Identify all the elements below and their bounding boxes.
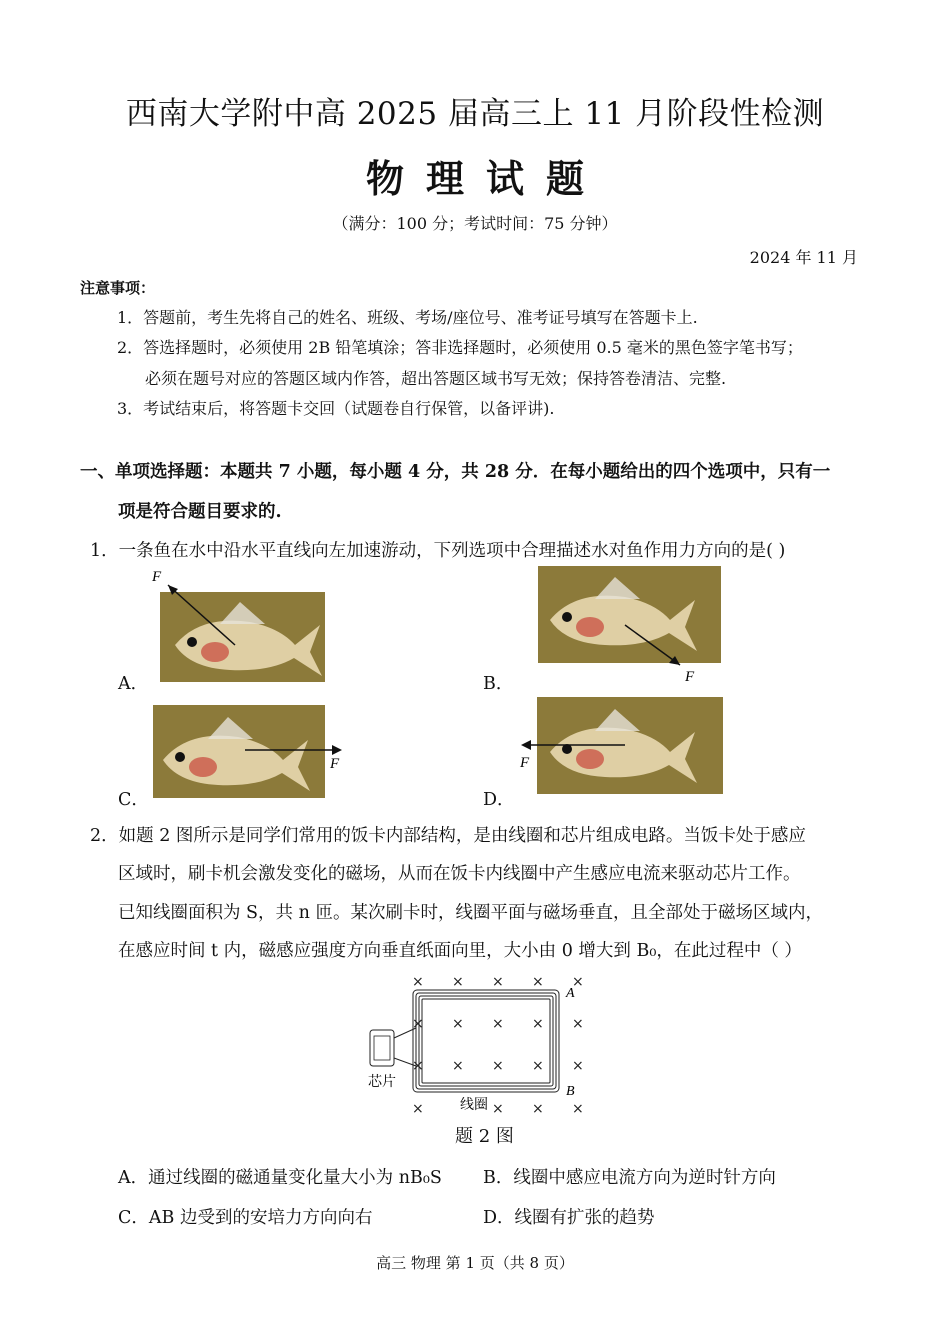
notice-item-1: 1．答题前，考生先将自己的姓名、班级、考场/座位号、准考证号填写在答题卡上.: [117, 308, 698, 327]
section-heading: 一、单项选择题：本题共 7 小题，每小题 4 分，共 28 分．在每小题给出的四个选项中，只有一: [80, 462, 831, 482]
notice-item-2-cont: 必须在题号对应的答题区域内作答，超出答题区域书写无效；保持答卷清洁、完整.: [145, 369, 727, 388]
coil-diagram: [360, 970, 600, 1120]
q1-option-a: A．: [118, 674, 149, 694]
svg-text:×: ×: [492, 1016, 504, 1032]
chip-label: 芯片: [368, 1074, 396, 1090]
svg-text:×: ×: [532, 1016, 544, 1032]
q1-option-b: B．: [483, 674, 514, 694]
svg-text:×: ×: [412, 1016, 424, 1032]
question-2-line-3: 已知线圈面积为 S，共 n 匝。某次刷卡时，线圈平面与磁场垂直，且全部处于磁场区域内，: [118, 903, 823, 923]
svg-text:×: ×: [412, 974, 424, 990]
force-arrowhead: [521, 740, 531, 750]
svg-text:×: ×: [532, 974, 544, 990]
svg-text:×: ×: [452, 974, 464, 990]
q2-option-b: B．线圈中感应电流方向为逆时针方向: [483, 1168, 776, 1188]
question-2-line-4: 在感应时间 t 内，磁感应强度方向垂直纸面向里，大小由 0 增大到 B₀，在此过程中（ ）: [118, 941, 802, 961]
svg-text:×: ×: [572, 1101, 584, 1117]
force-arrowhead: [332, 745, 342, 755]
page-footer: 高三 物理 第 1 页（共 8 页）: [376, 1254, 574, 1272]
q2-option-c: C．AB 边受到的安培力方向向右: [118, 1208, 373, 1228]
score-time-line: （满分：100 分；考试时间：75 分钟）: [332, 214, 618, 233]
svg-text:×: ×: [572, 974, 584, 990]
coil-label: 线圈: [460, 1097, 488, 1113]
svg-text:×: ×: [412, 1058, 424, 1074]
q2-option-a: A．通过线圈的磁通量变化量大小为 nB₀S: [118, 1168, 442, 1188]
point-a-label: A: [566, 986, 575, 1001]
fish-option-b-image: [535, 563, 730, 688]
force-label: F: [152, 569, 162, 585]
point-b-label: B: [566, 1084, 575, 1099]
svg-text:×: ×: [452, 1058, 464, 1074]
notice-item-2: 2．答选择题时，必须使用 2B 铅笔填涂；答非选择题时，必须使用 0.5 毫米的黑色签字笔书写；: [117, 338, 803, 357]
subject-title: 物理试题: [365, 156, 606, 201]
figure-caption: 题 2 图: [455, 1126, 514, 1147]
question-2-line-2: 区域时，刷卡机会激发变化的磁场，从而在饭卡内线圈中产生感应电流来驱动芯片工作。: [118, 864, 801, 884]
fish-option-a-image: [150, 565, 330, 685]
q1-option-d: D．: [483, 790, 515, 810]
svg-text:×: ×: [532, 1101, 544, 1117]
section-heading-cont: 项是符合题目要求的.: [118, 502, 282, 522]
question-2-line-1: 2．如题 2 图所示是同学们常用的饭卡内部结构，是由线圈和芯片组成电路。当饭卡处于感应: [90, 826, 806, 846]
svg-text:×: ×: [412, 1101, 424, 1117]
magnetic-field-marks: [412, 974, 584, 1117]
svg-text:×: ×: [532, 1058, 544, 1074]
svg-text:×: ×: [492, 1058, 504, 1074]
svg-text:×: ×: [452, 1016, 464, 1032]
svg-text:×: ×: [492, 1101, 504, 1117]
exam-title: 西南大学附中高 2025 届高三上 11 月阶段性检测: [125, 96, 825, 132]
svg-text:×: ×: [572, 1016, 584, 1032]
q2-option-d: D．线圈有扩张的趋势: [483, 1208, 655, 1228]
svg-text:×: ×: [572, 1058, 584, 1074]
force-label: F: [685, 669, 695, 685]
coil-windings: [413, 990, 559, 1092]
fish-option-d-image: [515, 695, 730, 800]
notice-heading: 注意事项：: [80, 279, 156, 297]
q1-option-c: C．: [118, 790, 149, 810]
notice-item-3: 3．考试结束后，将答题卡交回（试题卷自行保管，以备评讲).: [117, 399, 555, 418]
force-label: F: [520, 755, 530, 771]
force-label: F: [330, 756, 340, 772]
svg-text:×: ×: [492, 974, 504, 990]
question-1-stem: 1．一条鱼在水中沿水平直线向左加速游动，下列选项中合理描述水对鱼作用力方向的是( ): [90, 541, 786, 561]
fish-option-c-image: [150, 700, 360, 800]
exam-date: 2024 年 11 月: [749, 248, 858, 267]
